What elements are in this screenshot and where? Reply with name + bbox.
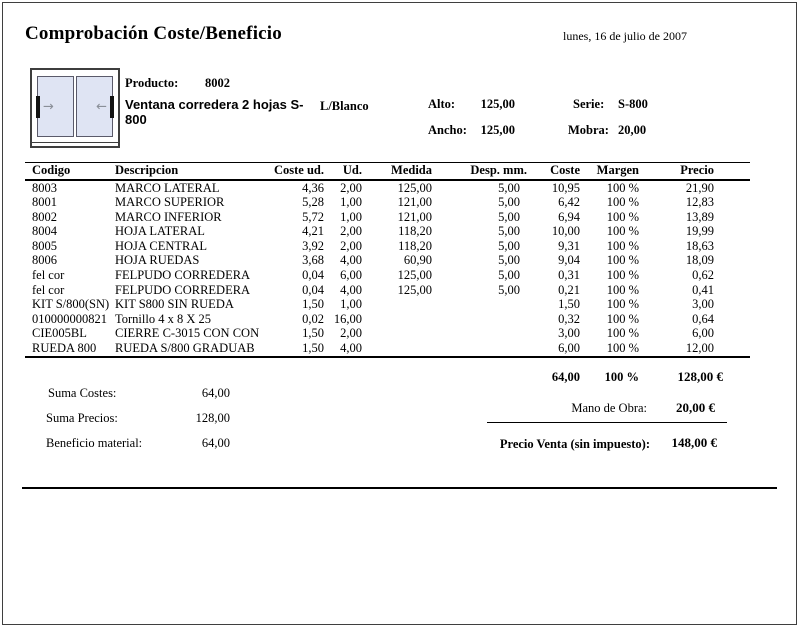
table-cell: 100 % [606,180,639,195]
table-cell: 100 % [606,253,639,268]
sliding-window-icon [30,68,120,148]
table-cell: 5,00 [498,282,520,297]
table-cell: 16,00 [333,311,362,326]
table-cell [433,297,527,312]
table-cell: FELPUDO CORREDERA [115,268,251,283]
table-cell: 1,50 [302,326,324,341]
table-cell: 4,00 [340,341,362,356]
table-cell: 100 % [606,224,639,239]
table-row [25,224,750,239]
table-row [25,268,750,283]
table-cell: 21,90 [685,180,714,195]
table-cell: 3,92 [302,238,324,253]
table-cell: 118,20 [398,224,432,239]
table-cell: 0,41 [692,282,714,297]
column-header-precio: Precio [641,163,750,180]
column-header-margen: Margen [580,163,641,180]
table-cell: 3,00 [558,326,580,341]
table-row [25,210,750,225]
column-header-medida: Medida [362,163,433,180]
table-cell: 1,00 [340,195,362,210]
table-cell: CIERRE C-3015 CON CON [115,326,260,341]
total-precio: 128,00 € [677,369,723,384]
table-cell: 3,68 [302,253,324,268]
table-cell: MARCO LATERAL [115,180,220,195]
table-cell: 9,04 [558,253,580,268]
cost-table-body [25,180,750,357]
table-cell: 8001 [32,195,57,210]
window-sill [32,142,118,143]
table-cell: 100 % [606,282,639,297]
table-cell: MARCO SUPERIOR [115,195,225,210]
total-margen: 100 % [604,370,639,384]
table-cell [433,341,527,357]
table-cell: 121,00 [397,195,432,210]
window-handle-icon [110,96,114,118]
product-finish: L/Blanco [320,99,369,113]
table-cell: HOJA CENTRAL [115,238,208,253]
product-name: Ventana corredera 2 hojas S-800 [125,97,304,127]
table-header-row [25,163,750,180]
table-cell [362,312,433,327]
beneficio-material-value: 64,00 [201,436,230,450]
table-cell: 6,00 [692,326,714,341]
table-cell: 010000000821 [32,311,107,326]
table-cell [362,341,433,357]
window-left-sash [37,76,74,137]
table-cell: KIT S800 SIN RUEDA [115,297,234,312]
table-cell: 12,00 [685,341,714,356]
table-cell: 19,99 [685,224,714,239]
column-header-coste: Coste [527,163,580,180]
table-cell [362,297,433,312]
table-row [25,239,750,254]
table-cell: 4,00 [340,282,362,297]
table-cell: 121,00 [397,209,432,224]
suma-costes-value: 64,00 [201,386,230,400]
ancho-value: 125,00 [480,123,515,137]
table-cell: 2,00 [340,238,362,253]
table-cell: 3,00 [692,297,714,312]
table-cell: 8004 [32,224,57,239]
table-row [25,180,750,196]
table-cell: 100 % [606,268,639,283]
table-row [25,341,750,357]
table-cell: 5,00 [498,268,520,283]
precio-venta-value: 148,00 € [671,435,717,450]
total-coste: 64,00 [551,370,580,384]
ancho-label: Ancho: [428,123,467,137]
column-header-ud: Ud. [324,163,362,180]
table-cell [433,326,527,341]
serie-value: S-800 [618,97,648,111]
table-cell: 6,42 [558,195,580,210]
page-title: Comprobación Coste/Beneficio [25,23,282,44]
table-cell: Tornillo 4 x 8 X 25 [115,311,211,326]
table-cell: 5,00 [498,195,520,210]
table-cell: 118,20 [398,238,432,253]
table-cell [362,326,433,341]
table-cell: RUEDA 800 [32,341,97,356]
suma-precios-label: Suma Precios: [46,411,118,425]
table-cell: MARCO INFERIOR [115,209,222,224]
product-code: 8002 [205,76,230,90]
table-cell: RUEDA S/800 GRADUAB [115,341,255,356]
table-cell: 0,32 [558,311,580,326]
table-cell: 0,31 [558,268,580,283]
table-cell: 0,02 [302,311,324,326]
column-header-desp-mm: Desp. mm. [433,163,527,180]
precio-venta-label: Precio Venta (sin impuesto): [499,437,650,451]
table-cell: 0,04 [302,268,324,283]
table-row [25,253,750,268]
subtotal-rule [487,422,727,423]
mano-de-obra-label: Mano de Obra: [571,401,647,415]
table-cell: 1,50 [302,297,324,312]
table-cell: 4,36 [302,180,324,195]
table-cell: fel cor [32,282,65,297]
table-cell: 5,00 [498,253,520,268]
table-cell: 8003 [32,180,57,195]
table-cell: 4,00 [340,253,362,268]
window-right-sash [76,76,113,137]
table-cell: 13,89 [685,209,714,224]
table-cell: 100 % [606,238,639,253]
serie-label: Serie: [573,97,605,111]
table-cell: 5,00 [498,238,520,253]
table-cell: 5,00 [498,180,520,195]
table-cell: 2,00 [340,326,362,341]
table-cell: FELPUDO CORREDERA [115,282,251,297]
table-cell: 100 % [606,195,639,210]
arrow-right-icon: → [43,99,54,114]
table-cell: 6,00 [340,268,362,283]
table-cell [433,312,527,327]
table-cell: 60,90 [403,253,432,268]
table-cell: 5,00 [498,224,520,239]
table-cell: 0,04 [302,282,324,297]
table-cell: 12,83 [685,195,714,210]
table-cell: 100 % [606,209,639,224]
table-cell: 8005 [32,238,57,253]
table-cell: 100 % [606,341,639,356]
table-cell: 18,09 [685,253,714,268]
mobra-value: 20,00 [618,123,647,137]
arrow-left-icon: ← [96,99,107,114]
product-label: Producto: [125,76,179,90]
table-cell: KIT S/800(SN) [32,297,110,312]
table-cell: 100 % [606,297,639,312]
table-cell: 100 % [606,326,639,341]
table-cell: 125,00 [397,268,432,283]
table-cell: 100 % [606,311,639,326]
table-cell: 0,21 [558,282,580,297]
table-cell: HOJA LATERAL [115,224,205,239]
table-cell: 5,28 [302,195,324,210]
table-cell: 6,00 [558,341,580,356]
report-date: lunes, 16 de julio de 2007 [563,29,687,43]
column-header-descripcion: Descripcion [113,163,268,180]
table-row [25,283,750,298]
mobra-label: Mobra: [568,123,609,137]
table-cell: 18,63 [685,238,714,253]
table-cell: 8002 [32,209,57,224]
table-cell: 5,00 [498,209,520,224]
table-cell: 125,00 [397,180,432,195]
table-cell: 2,00 [340,224,362,239]
table-cell: 9,31 [558,238,580,253]
table-cell: fel cor [32,268,65,283]
table-row [25,195,750,210]
table-row [25,326,750,341]
table-cell: 125,00 [397,282,432,297]
alto-value: 125,00 [480,97,515,111]
table-cell: 6,94 [558,209,580,224]
table-cell: 2,00 [340,180,362,195]
alto-label: Alto: [428,97,456,111]
table-cell: 1,50 [302,341,324,356]
table-cell: 8006 [32,253,57,268]
table-row [25,297,750,312]
table-row [25,312,750,327]
table-cell: 1,00 [340,297,362,312]
cost-table [25,162,750,358]
column-header-codigo: Codigo [25,163,113,180]
suma-costes-label: Suma Costes: [48,386,117,400]
mano-de-obra-value: 20,00 € [676,400,715,415]
table-cell: 0,64 [692,311,714,326]
column-header-coste-ud: Coste ud. [268,163,324,180]
table-cell: 1,00 [340,209,362,224]
table-cell: HOJA RUEDAS [115,253,200,268]
table-cell: 10,00 [551,224,580,239]
table-cell: 5,72 [302,209,324,224]
suma-precios-value: 128,00 [195,411,230,425]
table-cell: 4,21 [302,224,324,239]
beneficio-material-label: Beneficio material: [46,436,143,450]
window-handle-icon [36,96,40,118]
table-cell: 1,50 [558,297,580,312]
table-cell: 0,62 [692,268,714,283]
footer-rule [22,487,777,489]
table-cell: CIE005BL [32,326,87,341]
table-cell: 10,95 [551,180,580,195]
